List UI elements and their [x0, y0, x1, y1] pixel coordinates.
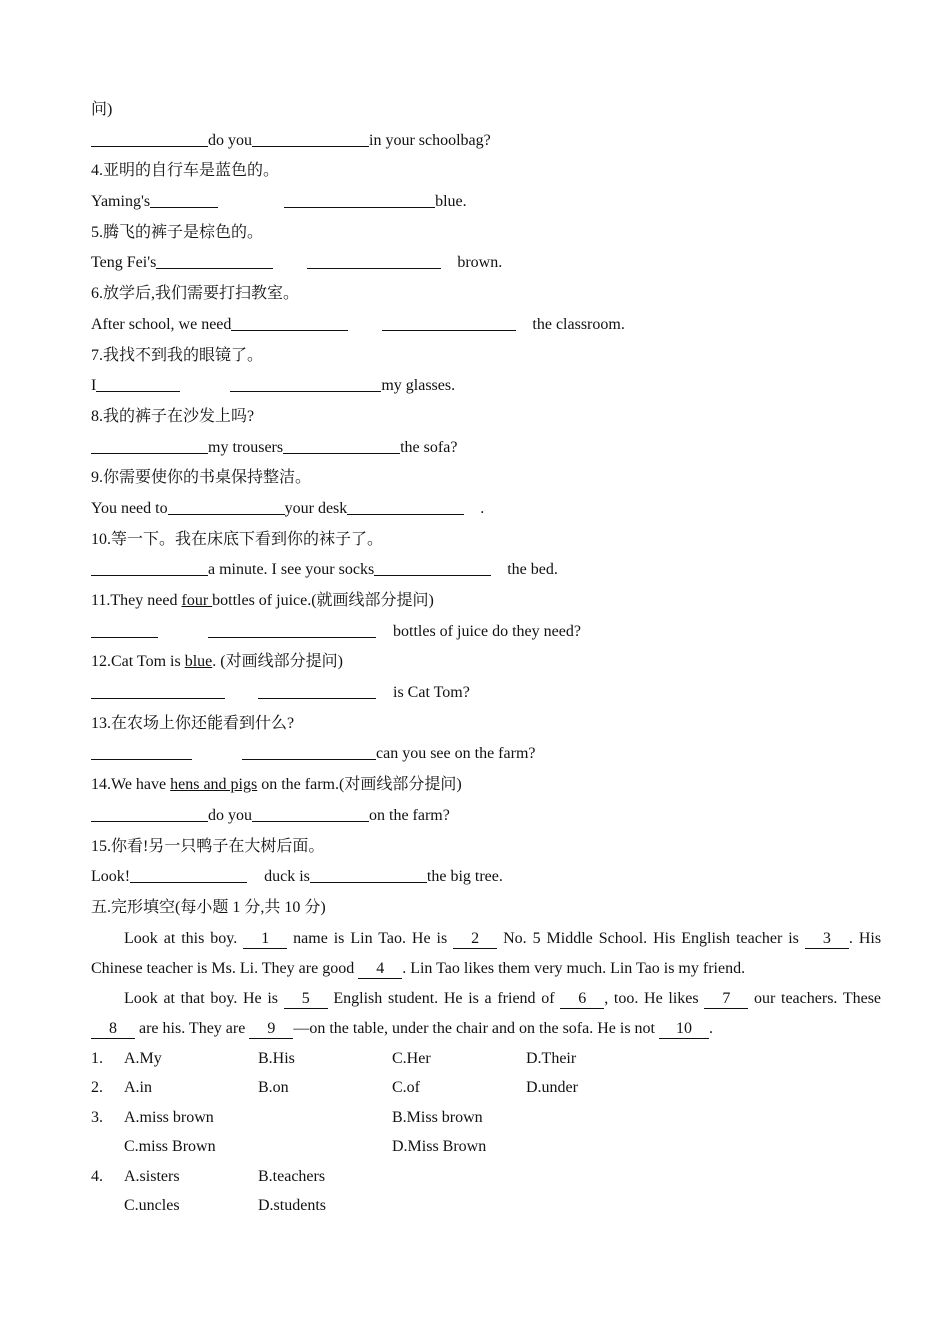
- answer-blank[interactable]: [96, 373, 180, 392]
- q6-answer-line: [91, 310, 881, 341]
- cloze-blank-10[interactable]: 10: [659, 1020, 709, 1039]
- option-a[interactable]: A.in: [124, 1079, 152, 1097]
- q3-tail-text: 问): [91, 101, 113, 118]
- option-c[interactable]: C.miss Brown: [124, 1138, 216, 1156]
- q3-answer-line: [91, 126, 881, 157]
- answer-blank[interactable]: [258, 680, 376, 699]
- answer-blank[interactable]: [91, 741, 192, 760]
- answer-blank[interactable]: [242, 741, 376, 760]
- q4-answer-line: [91, 187, 881, 218]
- q6-text-a: After school, we need: [91, 315, 232, 333]
- q10-answer-line: [91, 555, 881, 586]
- q7-text-b: my glasses.: [381, 377, 456, 395]
- option-row-4: [91, 1162, 881, 1192]
- cloze-blank-2[interactable]: 2: [453, 930, 497, 949]
- cloze-text: Look at this boy.: [124, 929, 238, 947]
- q9-prompt: [91, 463, 881, 494]
- q7-prompt: [91, 341, 881, 372]
- cloze-text: . Lin Tao likes them very much. Lin Tao is my friend.: [402, 959, 746, 977]
- q11-text-post: bottles of juice.(就画线部分提问): [212, 592, 434, 609]
- cloze-text: English student. He is a friend of: [333, 989, 555, 1007]
- option-row-3: [91, 1103, 881, 1133]
- q5-prompt: [91, 218, 881, 249]
- cloze-blank-9[interactable]: 9: [249, 1020, 293, 1039]
- answer-blank[interactable]: [307, 250, 441, 269]
- option-a[interactable]: A.sisters: [124, 1167, 180, 1185]
- option-c[interactable]: C.Her: [392, 1049, 431, 1067]
- option-b[interactable]: B.on: [258, 1079, 289, 1097]
- answer-blank[interactable]: [252, 803, 369, 822]
- q13-answer-line: [91, 739, 881, 770]
- q15-text-a: Look!: [91, 868, 131, 886]
- q9-text-b: your desk: [284, 499, 348, 517]
- q10-text-b: the bed.: [507, 561, 558, 579]
- q14-underlined: hens and pigs: [170, 776, 258, 794]
- q12-text-pre: 12.Cat Tom is: [91, 653, 185, 671]
- cloze-text: These: [842, 989, 882, 1007]
- answer-blank[interactable]: [231, 312, 348, 331]
- q14-text-post: on the farm.(对画线部分提问): [257, 776, 462, 794]
- cloze-text: are his. They are: [139, 1019, 246, 1037]
- q9-text-c: .: [480, 499, 485, 517]
- answer-blank[interactable]: [91, 128, 208, 147]
- q11-text-a: bottles of juice do they need?: [393, 622, 581, 640]
- q12-text-post: . (对画线部分提问): [212, 653, 343, 671]
- q15-text-c: the big tree.: [426, 868, 503, 886]
- q8-text-b: the sofa?: [400, 438, 458, 456]
- q7-answer-line: [91, 371, 881, 402]
- answer-blank[interactable]: [91, 803, 208, 822]
- answer-blank[interactable]: [230, 373, 381, 392]
- option-d[interactable]: D.Miss Brown: [392, 1138, 487, 1156]
- section-five-heading: 五.完形填空(每小题 1 分,共 10 分): [91, 898, 326, 916]
- answer-blank[interactable]: [310, 864, 427, 883]
- q8-prompt: [91, 402, 881, 433]
- q9-text-a: You need to: [91, 499, 168, 517]
- answer-blank[interactable]: [284, 189, 435, 208]
- q8-text-a: my trousers: [208, 438, 284, 456]
- option-a[interactable]: A.My: [124, 1049, 162, 1067]
- q12-text-a: is Cat Tom?: [393, 684, 470, 702]
- q6-text-b: the classroom.: [532, 315, 625, 333]
- option-b[interactable]: B.teachers: [258, 1167, 326, 1185]
- q6-chinese: 6.放学后,我们需要打扫教室。: [91, 285, 300, 303]
- answer-blank[interactable]: [283, 435, 400, 454]
- cloze-text: No. 5 Middle School. His English teacher is: [503, 929, 799, 947]
- cloze-blank-5[interactable]: 5: [284, 990, 328, 1009]
- answer-blank[interactable]: [91, 557, 208, 576]
- answer-blank[interactable]: [252, 128, 369, 147]
- cloze-text: , too. He likes: [604, 989, 699, 1007]
- q3-text-b: in your schoolbag?: [369, 131, 491, 149]
- option-d[interactable]: D.Their: [526, 1049, 577, 1067]
- option-d[interactable]: D.under: [526, 1079, 578, 1097]
- q4-text-a: Yaming's: [91, 193, 151, 211]
- cloze-blank-1[interactable]: 1: [243, 930, 287, 949]
- cloze-text: .: [848, 929, 853, 947]
- cloze-blank-6[interactable]: 6: [560, 990, 604, 1009]
- answer-blank[interactable]: [374, 557, 491, 576]
- answer-blank[interactable]: [91, 680, 225, 699]
- option-d[interactable]: D.students: [258, 1197, 326, 1215]
- q13-text-a: can you see on the farm?: [376, 745, 536, 763]
- option-number: 1.: [91, 1049, 103, 1067]
- q14-answer-line: [91, 801, 881, 832]
- option-a[interactable]: A.miss brown: [124, 1108, 214, 1126]
- option-c[interactable]: C.uncles: [124, 1197, 180, 1215]
- cloze-blank-8[interactable]: 8: [91, 1020, 135, 1039]
- cloze-text: Look at that boy. He is: [124, 989, 279, 1007]
- q5-answer-line: [91, 248, 881, 279]
- q14-text-pre: 14.We have: [91, 776, 171, 794]
- option-number: 2.: [91, 1079, 103, 1097]
- cloze-text: name is Lin Tao. He is: [293, 929, 448, 947]
- q12-underlined: blue: [184, 653, 213, 671]
- cloze-paragraph-2: [91, 984, 881, 1044]
- worksheet-page: [91, 95, 881, 1221]
- q4-chinese: 4.亚明的自行车是蓝色的。: [91, 162, 280, 180]
- q11-underlined: four: [181, 592, 213, 609]
- option-number: 3.: [91, 1108, 103, 1126]
- q5-chinese: 5.腾飞的裤子是棕色的。: [91, 223, 264, 241]
- option-row-2: [91, 1073, 881, 1103]
- q10-text-a: a minute. I see your socks: [208, 561, 375, 579]
- q10-chinese: 10.等一下。我在床底下看到你的袜子了。: [91, 530, 384, 548]
- answer-blank[interactable]: [208, 619, 376, 638]
- q8-answer-line: [91, 433, 881, 464]
- cloze-text: our teachers.: [754, 989, 838, 1007]
- answer-blank[interactable]: [91, 619, 158, 638]
- answer-blank[interactable]: [130, 864, 247, 883]
- q12-prompt: [91, 647, 881, 678]
- answer-blank[interactable]: [347, 496, 464, 515]
- q4-text-b: blue.: [435, 193, 467, 211]
- cloze-blank-3[interactable]: 3: [805, 930, 849, 949]
- q15-text-b: duck is: [264, 868, 310, 886]
- q5-text-b: brown.: [457, 254, 503, 272]
- q3-tail: [91, 95, 881, 126]
- q10-prompt: [91, 525, 881, 556]
- q8-chinese: 8.我的裤子在沙发上吗?: [91, 407, 255, 425]
- option-row-4b: [91, 1191, 881, 1221]
- q15-chinese: 15.你看!另一只鸭子在大树后面。: [91, 837, 325, 855]
- q6-prompt: [91, 279, 881, 310]
- option-number: 4.: [91, 1167, 103, 1185]
- q14-text-a: do you: [208, 806, 252, 824]
- cloze-text: —on the table, under the chair and on the sofa. He is not: [293, 1019, 655, 1037]
- q14-text-b: on the farm?: [369, 806, 450, 824]
- option-c[interactable]: C.of: [392, 1079, 420, 1097]
- q12-answer-line: [91, 678, 881, 709]
- option-row-3b: [91, 1132, 881, 1162]
- q11-text-pre: 11.They need: [91, 592, 182, 609]
- option-b[interactable]: B.Miss brown: [392, 1108, 483, 1126]
- q9-chinese: 9.你需要使你的书桌保持整洁。: [91, 469, 312, 487]
- cloze-text: .: [709, 1019, 713, 1037]
- option-row-1: [91, 1044, 881, 1074]
- answer-blank[interactable]: [91, 435, 208, 454]
- answer-blank[interactable]: [382, 312, 516, 331]
- q3-text-a: do you: [208, 131, 252, 149]
- q11-prompt: [91, 586, 881, 617]
- q13-chinese: 13.在农场上你还能看到什么?: [91, 714, 295, 732]
- q15-prompt: [91, 832, 881, 863]
- q4-prompt: [91, 156, 881, 187]
- q13-prompt: [91, 709, 881, 740]
- answer-blank[interactable]: [168, 496, 285, 515]
- cloze-blank-4[interactable]: 4: [358, 960, 402, 979]
- q14-prompt: [91, 770, 881, 801]
- q15-answer-line: [91, 862, 881, 893]
- q11-answer-line: [91, 617, 881, 648]
- cloze-paragraph-1: [91, 924, 881, 984]
- section-title: [91, 893, 881, 924]
- q7-text-a: I: [91, 377, 97, 395]
- answer-blank[interactable]: [156, 250, 273, 269]
- q5-text-a: Teng Fei's: [91, 254, 157, 272]
- cloze-text: His Chinese teacher is Ms. Li. They are good: [91, 929, 882, 977]
- q7-chinese: 7.我找不到我的眼镜了。: [91, 346, 264, 364]
- answer-blank[interactable]: [150, 189, 218, 208]
- q9-answer-line: [91, 494, 881, 525]
- cloze-blank-7[interactable]: 7: [704, 990, 748, 1009]
- option-b[interactable]: B.His: [258, 1049, 295, 1067]
